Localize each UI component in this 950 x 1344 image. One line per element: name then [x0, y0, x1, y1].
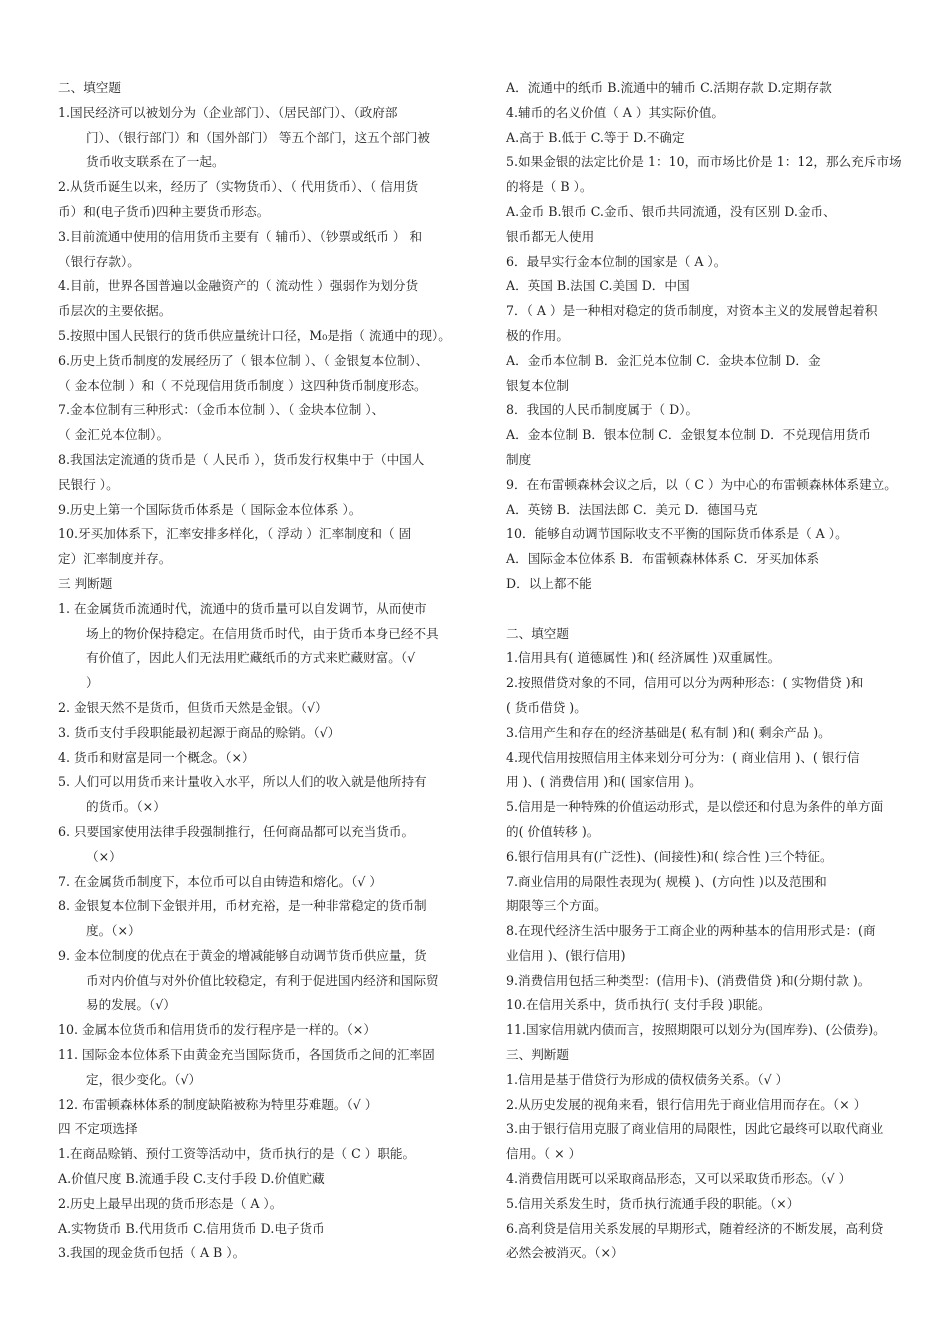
left-text-line: 币）和(电子货币)四种主要货币形态。 — [58, 203, 270, 219]
left-text-line: 5.按照中国人民银行的货币供应量统计口径，M₀是指（ 流通中的现）。 — [58, 327, 451, 343]
left-text-line: 3.我国的现金货币包括（ A B ）。 — [58, 1245, 246, 1261]
right-text-line: A．国际金本位体系 B．布雷顿森林体系 C．牙买加体系 — [506, 551, 820, 567]
left-text-line: 货币收支联系在了一起。 — [86, 154, 225, 170]
right-text-line: 三、判断题 — [506, 1047, 569, 1063]
left-text-line: 四 不定项选择 — [58, 1121, 138, 1137]
left-text-line: 11. 国际金本位体系下由黄金充当国际货币，各国货币之间的汇率固 — [58, 1047, 435, 1063]
right-text-line: 二、填空题 — [506, 625, 569, 641]
right-text-line: A．流通中的纸币 B.流通中的辅币 C.活期存款 D.定期存款 — [506, 80, 832, 95]
right-column — [506, 76, 924, 1266]
right-text-line: 5.如果金银的法定比价是 1：10，而市场比价是 1：12，那么充斥市场 — [506, 154, 902, 170]
left-text-line: 易的发展。（√） — [86, 997, 176, 1013]
left-text-line: 有价值了，因此人们无法用贮藏纸币的方式来贮藏财富。（√ — [86, 650, 416, 666]
right-text-line: 1.信用具有( 道德属性 )和( 经济属性 )双重属性。 — [506, 650, 781, 666]
right-text-line: 2.从历史发展的视角来看，银行信用先于商业信用而存在。（× ） — [506, 1096, 867, 1112]
right-text-line: 7.商业信用的局限性表现为( 规模 )、(方向性 )以及范围和 — [506, 873, 827, 889]
right-text-line: 9.消费信用包括三种类型：(信用卡)、(消费借贷 )和(分期付款 )。 — [506, 972, 871, 988]
left-text-line: 5. 人们可以用货币来计量收入水平，所以人们的收入就是他所持有 — [58, 774, 427, 790]
right-text-line: 业信用 )、(银行信用) — [506, 947, 626, 963]
left-text-line: 三 判断题 — [58, 575, 113, 591]
right-text-line: 必然会被消灭。（×） — [506, 1245, 624, 1261]
left-text-line: 6. 只要国家使用法律手段强制推行，任何商品都可以充当货币。 — [58, 823, 415, 839]
right-text-line: 11.国家信用就内债而言，按照期限可以划分为(国库券)、(公债券)。 — [506, 1022, 886, 1038]
left-text-line: 9.历史上第一个国际货币体系是（ 国际金本位体系 ）。 — [58, 501, 362, 517]
left-text-line: 4. 货币和财富是同一个概念。（×） — [58, 749, 255, 765]
right-text-line: D．以上都不能 — [506, 575, 592, 591]
right-text-line: 的将是（ B ）。 — [506, 179, 593, 195]
right-text-line: ( 货币借贷 )。 — [506, 699, 587, 715]
right-text-line: A．英镑 B．法国法郎 C．美元 D．德国马克 — [506, 501, 758, 517]
left-text-line: 1. 在金属货币流通时代，流通中的货币量可以自发调节，从而使市 — [58, 600, 427, 616]
left-text-line: 12. 布雷顿森林体系的制度缺陷被称为特里芬难题。（√ ） — [58, 1096, 378, 1112]
right-text-line: 的( 价值转移 )。 — [506, 823, 600, 839]
left-text-line: 币层次的主要依据。 — [58, 303, 172, 319]
right-text-line: 6．最早实行金本位制的国家是（ A ）。 — [506, 253, 727, 269]
right-text-line: 4.辅币的名义价值（ A ）其实际价值。 — [506, 104, 725, 120]
right-text-line: 10．能够自动调节国际收支不平衡的国际货币体系是（ A ）。 — [506, 526, 848, 542]
left-column — [58, 76, 474, 1266]
left-text-line: 7.金本位制有三种形式：（金币本位制 ）、（ 金块本位制 ）、 — [58, 402, 385, 418]
right-text-line: 3.信用产生和存在的经济基础是( 私有制 )和( 剩余产品 )。 — [506, 724, 831, 740]
right-text-line: 8.在现代经济生活中服务于工商企业的两种基本的信用形式是：(商 — [506, 923, 876, 939]
left-text-line: （银行存款）。 — [58, 253, 140, 269]
left-text-line: 的货币。（×） — [86, 799, 166, 815]
right-text-line: 5.信用是一种特殊的价值运动形式，是以偿还和付息为条件的单方面 — [506, 799, 884, 815]
right-text-line: A．英国 B.法国 C.美国 D．中国 — [506, 278, 690, 294]
right-text-line: 2.按照借贷对象的不同，信用可以分为两种形态：( 实物借贷 )和 — [506, 675, 864, 691]
right-text-line: 期限等三个方面。 — [506, 898, 607, 914]
left-text-line: 2. 金银天然不是货币，但货币天然是金银。（√） — [58, 699, 328, 715]
right-text-line: 制度 — [506, 451, 532, 467]
left-text-line: 1.在商品赊销、预付工资等活动中，货币执行的是（ C ）职能。 — [58, 1146, 416, 1162]
left-text-line: （ 金本位制 ）和（ 不兑现信用货币制度 ）这四种货币制度形态。 — [58, 377, 427, 393]
left-text-line: 8.我国法定流通的货币是（ 人民币 ），货币发行权集中于（中国人 — [58, 451, 425, 467]
right-text-line: 9．在布雷顿森林会议之后，以（ C ）为中心的布雷顿森林体系建立。 — [506, 476, 897, 492]
left-text-line: 2.历史上最早出现的货币形态是（ A ）。 — [58, 1195, 283, 1211]
left-text-line: A.价值尺度 B.流通手段 C.支付手段 D.价值贮藏 — [58, 1171, 325, 1187]
right-text-line: 信用。（ × ） — [506, 1146, 582, 1162]
left-text-line: 10. 金属本位货币和信用货币的发行程序是一样的。（×） — [58, 1022, 376, 1038]
right-text-line: 银复本位制 — [506, 377, 569, 393]
right-text-line: 8．我国的人民币制度属于（ D）。 — [506, 402, 699, 418]
right-text-line: 5.信用关系发生时，货币执行流通手段的职能。（×） — [506, 1195, 800, 1211]
left-text-line: 8. 金银复本位制下金银并用，币材充裕，是一种非常稳定的货币制 — [58, 898, 427, 914]
right-text-line: 1.信用是基于借贷行为形成的债权债务关系。（√ ） — [506, 1071, 789, 1087]
left-text-line: 门）、（银行部门）和（国外部门） 等五个部门，这五个部门被 — [86, 129, 431, 145]
left-text-line: 定）汇率制度并存。 — [58, 551, 172, 567]
right-text-line: A．金本位制 B．银本位制 C．金银复本位制 D．不兑现信用货币 — [506, 427, 871, 443]
right-text-line: 7．（ A ）是一种相对稳定的货币制度，对资本主义的发展曾起着积 — [506, 303, 878, 319]
right-text-line: 4.现代信用按照信用主体来划分可分为：( 商业信用 )、( 银行信 — [506, 749, 860, 765]
left-text-line: 2.从货币诞生以来，经历了（实物货币）、（ 代用货币）、（ 信用货 — [58, 179, 419, 195]
left-text-line: 1.国民经济可以被划分为（企业部门）、（居民部门）、（政府部 — [58, 104, 398, 120]
right-text-line: A.金币 B.银币 C.金币、银币共同流通，没有区别 D.金币、 — [506, 203, 836, 219]
left-text-line: 10.牙买加体系下，汇率安排多样化，（ 浮动 ）汇率制度和（ 固 — [58, 526, 412, 542]
right-text-line: 用 )、( 消费信用 )和( 国家信用 )。 — [506, 774, 702, 790]
right-text-line: 6.高利贷是信用关系发展的早期形式，随着经济的不断发展，高利贷 — [506, 1220, 884, 1236]
left-text-line: （×） — [86, 848, 122, 864]
left-text-line: 度。（×） — [86, 923, 141, 939]
right-text-line: 银币都无人使用 — [506, 228, 595, 244]
right-text-line: 3.由于银行信用克服了商业信用的局限性，因此它最终可以取代商业 — [506, 1121, 884, 1137]
left-text-line: 7. 在金属货币制度下，本位币可以自由铸造和熔化。（√ ） — [58, 873, 382, 889]
left-text-line: 二、填空题 — [58, 80, 121, 95]
left-text-line: 6.历史上货币制度的发展经历了（ 银本位制 ）、（ 金银复本位制）、 — [58, 352, 429, 368]
right-text-line: A.高于 B.低于 C.等于 D.不确定 — [506, 129, 685, 145]
left-text-line: 4.目前，世界各国普遍以金融资产的（ 流动性 ）强弱作为划分货 — [58, 278, 419, 294]
left-text-line: （ 金汇兑本位制）。 — [58, 427, 170, 443]
right-text-line — [506, 597, 924, 622]
left-text-line: 9. 金本位制度的优点在于黄金的增减能够自动调节货币供应量，货 — [58, 947, 427, 963]
left-text-line: 3.目前流通中使用的信用货币主要有（ 辅币）、（钞票或纸币 ） 和 — [58, 228, 423, 244]
right-text-line: 10.在信用关系中，货币执行( 支付手段 )职能。 — [506, 997, 771, 1013]
left-text-line: 定，很少变化。（√） — [86, 1071, 202, 1087]
right-text-line: A．金币本位制 B．金汇兑本位制 C．金块本位制 D．金 — [506, 352, 821, 368]
right-text-line: 6.银行信用具有(广泛性)、(间接性)和( 综合性 )三个特征。 — [506, 848, 833, 864]
left-text-line: A.实物货币 B.代用货币 C.信用货币 D.电子货币 — [58, 1220, 325, 1236]
left-text-line: 币对内价值与对外价值比较稳定，有利于促进国内经济和国际贸 — [86, 972, 439, 988]
left-text-line: ） — [86, 675, 99, 691]
right-text-line: 4.消费信用既可以采取商品形态，又可以采取货币形态。（√ ） — [506, 1171, 852, 1187]
left-text-line: 场上的物价保持稳定。在信用货币时代，由于货币本身已经不具 — [86, 625, 439, 641]
left-text-line: 民银行 ）。 — [58, 476, 119, 492]
right-text-line: 极的作用。 — [506, 327, 569, 343]
left-text-line: 3. 货币支付手段职能最初起源于商品的赊销。（√） — [58, 724, 341, 740]
